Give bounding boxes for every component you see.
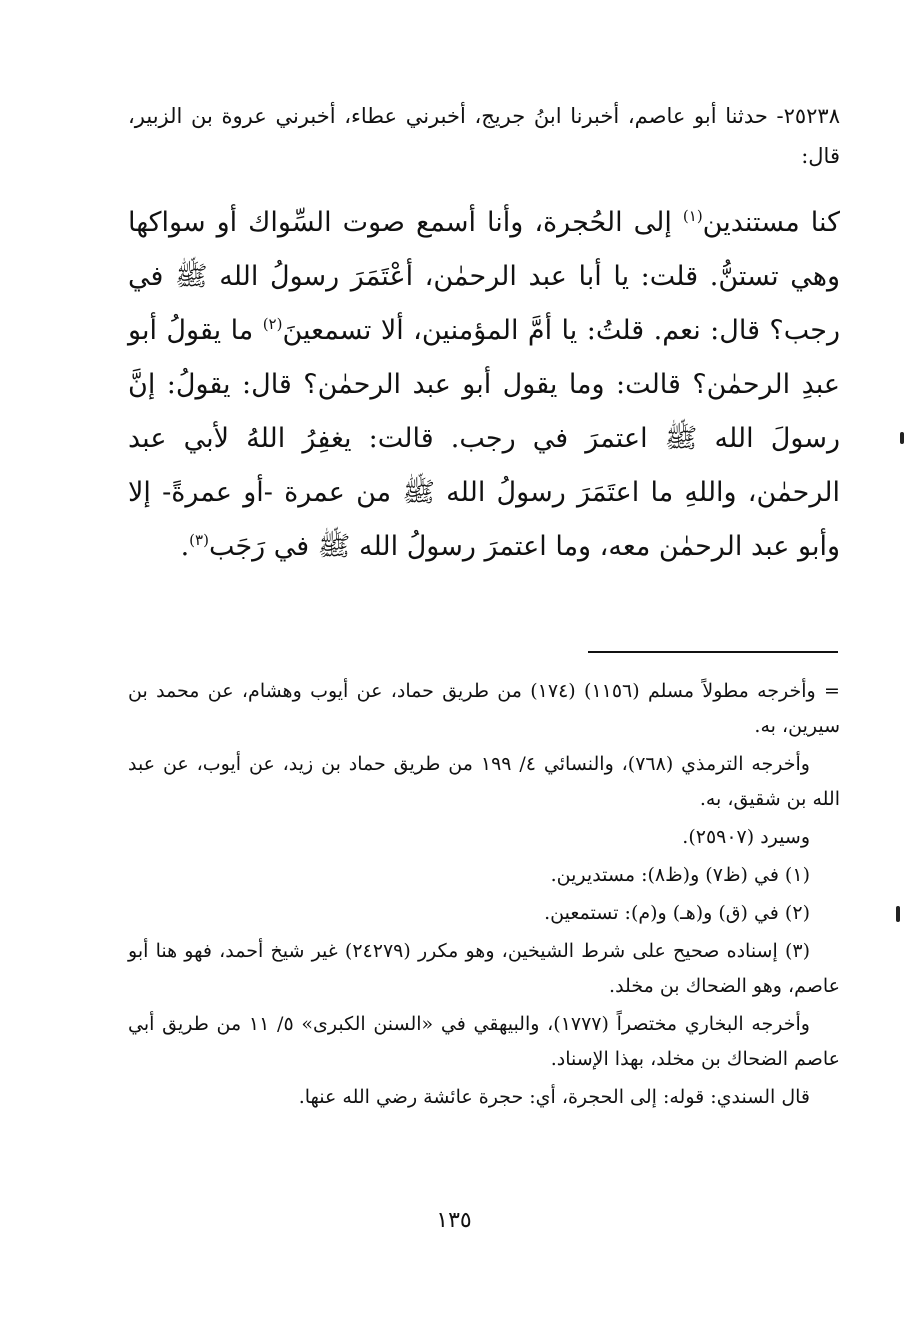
- hadith-matn: [128, 196, 840, 574]
- matn-end: .: [180, 531, 190, 562]
- footnote-continuation-1: = وأخرجه مطولاً مسلم (١١٥٦) (١٧٤) من طريق حماد، عن أيوب وهشام، عن محمد بن سيرين، به.: [128, 680, 840, 737]
- footnote-3: (٣) إسناده صحيح على شرط الشيخين، وهو مكرر (٢٤٢٧٩) غير شيخ أحمد، فهو هنا أبو عاصم، وهو الضحاك بن مخلد.: [128, 940, 840, 997]
- footnote-ref-3: (٣): [189, 531, 209, 549]
- matn-part-3: ما يقولُ أبو عبدِ الرحمٰن؟ قالت: وما يقول أبو عبد الرحمٰن؟ قال: يقولُ: إنَّ رسولَ الله ﷺ اعتمرَ في رجب. قالت: يغفِرُ اللهُ لأبي عبد الرحمٰن، واللهِ ما اعتَمَرَ رسولُ الله ﷺ من عمرة -أو عمرةً- إلا وأبو عبد الرحمٰن معه، وما اعتمرَ رسولُ الله ﷺ في رَجَب: [128, 315, 840, 562]
- footnotes: [128, 674, 840, 1118]
- footnote-3-takhrij: وأخرجه البخاري مختصراً (١٧٧٧)، والبيهقي في «السنن الكبرى» ٥/ ١١ من طريق أبي عاصم الضحاك بن مخلد، بهذا الإسناد.: [128, 1013, 840, 1070]
- footnote-2: (٢) في (ق) و(هـ) و(م): تستمعين.: [544, 902, 810, 924]
- footnote-divider: [588, 651, 838, 653]
- margin-speck: [896, 906, 900, 922]
- footnote-3-sindi: قال السندي: قوله: إلى الحجرة، أي: حجرة عائشة رضي الله عنها.: [298, 1086, 810, 1108]
- footnote-ref-1: (١): [682, 207, 703, 225]
- footnote-continuation-3: وسيرد (٢٥٩٠٧).: [682, 826, 810, 848]
- margin-speck: [900, 432, 904, 444]
- footnote-ref-2: (٢): [262, 315, 283, 333]
- hadith-isnad: ٢٥٢٣٨- حدثنا أبو عاصم، أخبرنا ابنُ جريج، أخبرني عطاء، أخبرني عروة بن الزبير، قال:: [128, 104, 840, 168]
- matn-part-1: كنا مستندين: [702, 207, 840, 238]
- footnote-1: (١) في (ظ٧) و(ظ٨): مستديرين.: [550, 864, 810, 886]
- page-number: ١٣٥: [436, 1208, 472, 1233]
- footnote-continuation-2: وأخرجه الترمذي (٧٦٨)، والنسائي ٤/ ١٩٩ من طريق حماد بن زيد، عن أيوب، عن عبد الله بن شقيق، به.: [128, 753, 840, 810]
- matn-part-2: إلى الحُجرة، وأنا أسمع صوت السِّواك أو سواكها وهي تستنُّ. قلت: يا أبا عبد الرحمٰن، أعْتَمَرَ رسولُ الله ﷺ في رجب؟ قال: نعم. قلتُ: يا أمَّ المؤمنين، ألا تسمعينَ: [128, 207, 840, 346]
